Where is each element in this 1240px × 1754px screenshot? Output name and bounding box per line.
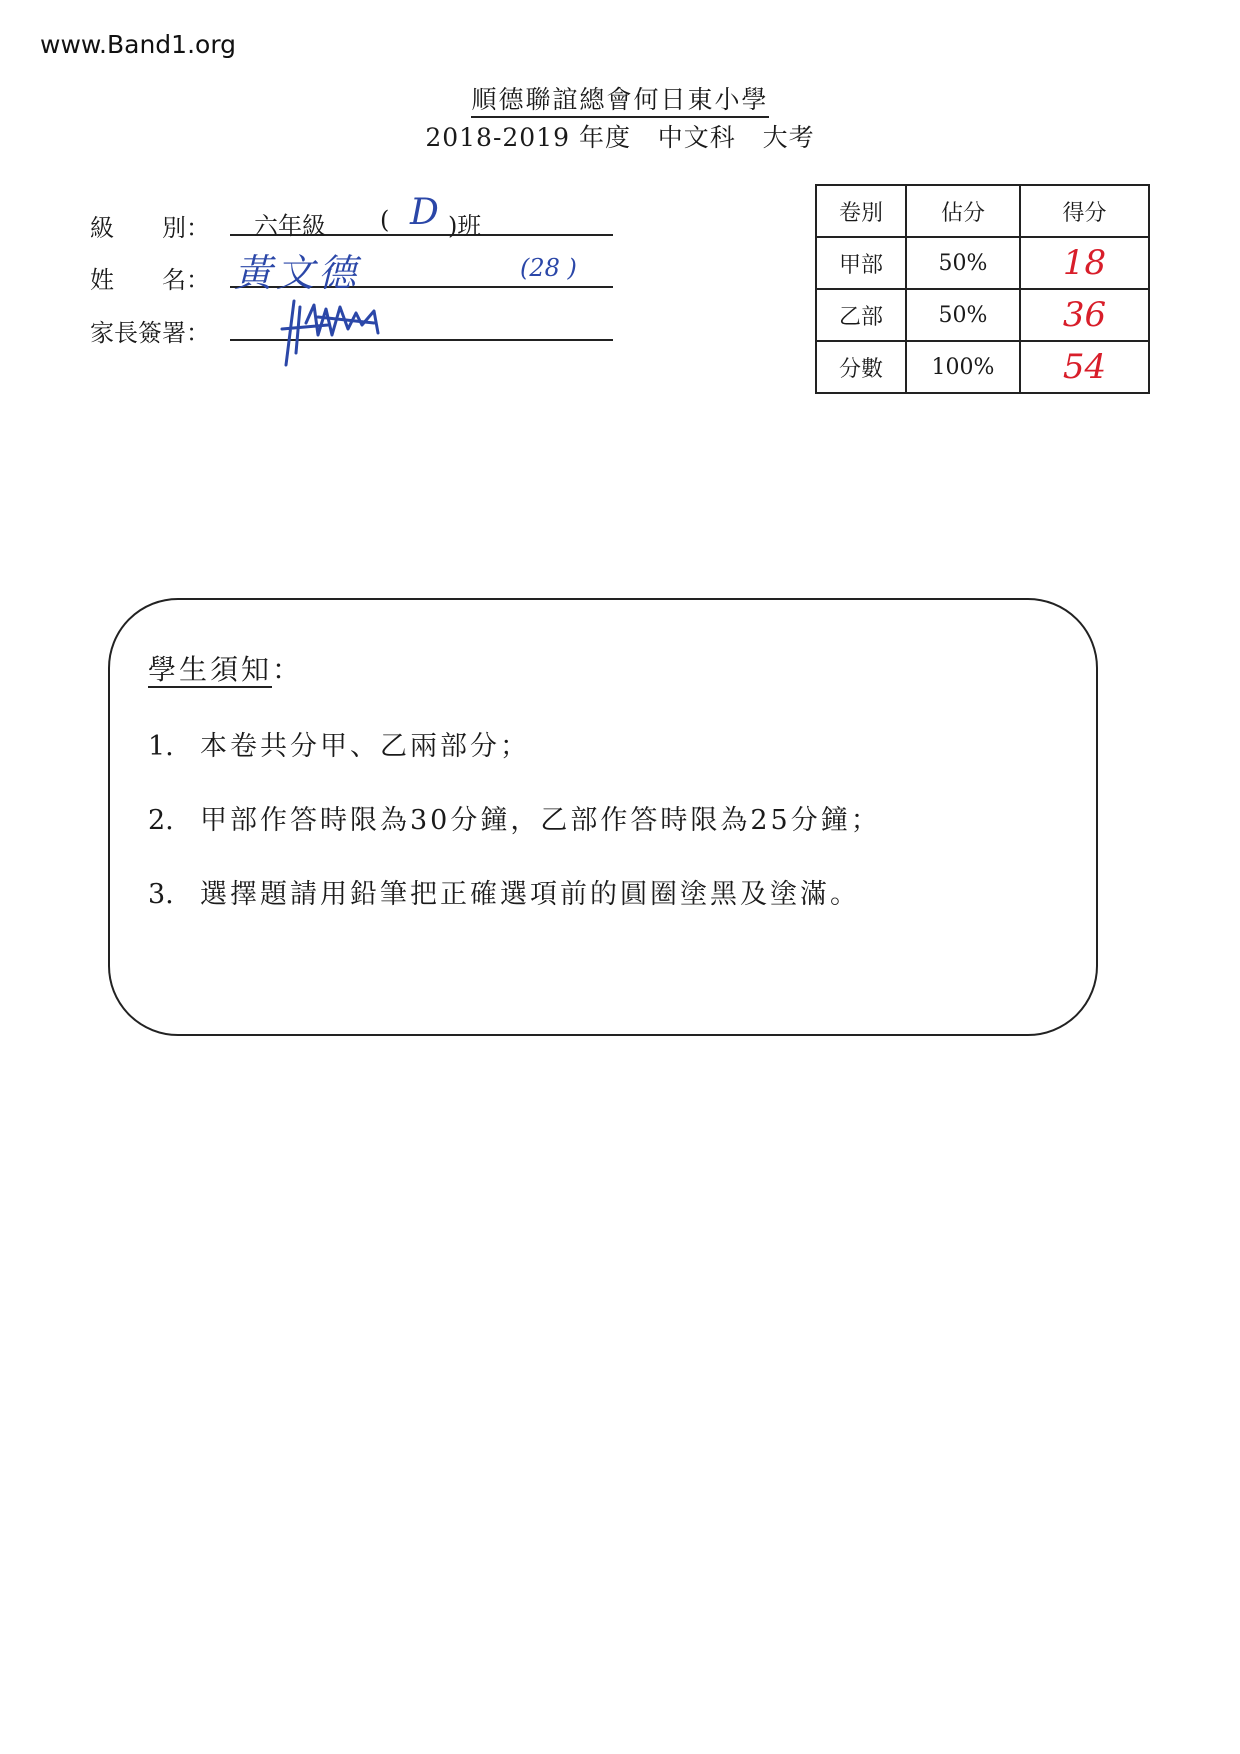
table-row — [816, 289, 1149, 341]
row-weight: 50% — [906, 237, 1020, 289]
name-label: 姓 名： — [90, 266, 210, 294]
name-line — [230, 251, 613, 295]
list-item — [148, 798, 881, 837]
row-score: 18 — [1020, 237, 1149, 289]
parent-signature-line — [230, 309, 613, 341]
list-item-number: 2. — [148, 805, 174, 836]
header-part: 卷別 — [816, 185, 906, 237]
watermark-url: www.Band1.org — [40, 30, 237, 59]
exam-title: 2018-2019 年度 中文科 大考 — [425, 123, 815, 152]
list-item-text: 甲部作答時限為30分鐘，乙部作答時限為25分鐘； — [200, 805, 881, 836]
class-value: 六年級 — [254, 212, 326, 240]
school-name — [0, 80, 1240, 116]
notice-title-colon: ： — [272, 653, 304, 686]
class-open-paren: ( — [380, 206, 390, 234]
list-item-number: 3. — [148, 879, 174, 910]
header-weight: 佔分 — [906, 185, 1020, 237]
list-item — [148, 724, 530, 763]
notice-title — [148, 648, 303, 688]
score-table — [815, 184, 1150, 394]
school-name-text: 順德聯誼總會何日東小學 — [471, 85, 768, 118]
list-item-number: 1. — [148, 731, 174, 762]
parent-signature-row — [90, 313, 210, 348]
list-item-text: 選擇題請用鉛筆把正確選項前的圓圈塗黑及塗滿。 — [200, 879, 860, 910]
row-score: 36 — [1020, 289, 1149, 341]
row-part: 分數 — [816, 341, 906, 393]
row-weight: 50% — [906, 289, 1020, 341]
header-score: 得分 — [1020, 185, 1149, 237]
row-weight: 100% — [906, 341, 1020, 393]
parent-signature-image — [278, 295, 418, 375]
row-part: 甲部 — [816, 237, 906, 289]
list-item — [148, 872, 860, 911]
class-close-paren: )班 — [448, 212, 482, 240]
class-row — [90, 192, 482, 243]
row-part: 乙部 — [816, 289, 906, 341]
table-row — [816, 237, 1149, 289]
notice-title-text: 學生須知 — [148, 653, 273, 686]
list-item-text: 本卷共分甲、乙兩部分； — [200, 731, 530, 762]
row-score: 54 — [1020, 341, 1149, 393]
student-name: 黃文德 — [234, 251, 361, 295]
class-line — [230, 192, 613, 240]
student-notice-box — [108, 598, 1098, 1036]
class-letter: D — [410, 192, 439, 233]
class-label: 級 別： — [90, 214, 210, 242]
score-table-header — [816, 185, 1149, 237]
table-row — [816, 341, 1149, 393]
student-number: (28 ) — [520, 254, 577, 282]
name-row — [90, 251, 577, 295]
parent-signature-label: 家長簽署： — [90, 319, 210, 347]
